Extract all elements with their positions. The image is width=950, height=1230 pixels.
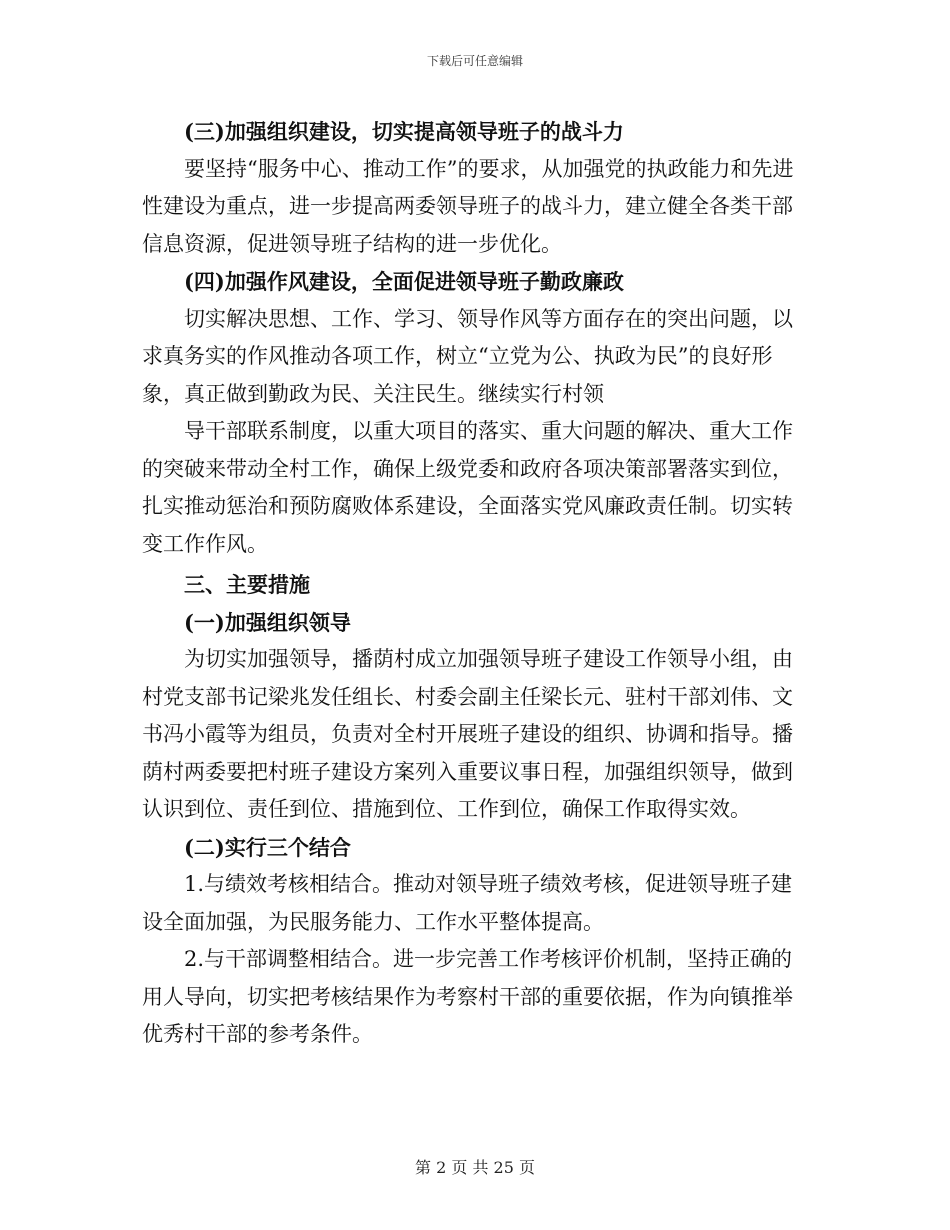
list-item: 1.与绩效考核相结合。推动对领导班子绩效考核，促进领导班子建设全面加强，为民服务能力、工作水平整体提高。 xyxy=(142,872,793,934)
paragraph: 切实解决思想、工作、学习、领导作风等方面存在的突出问题，以求真务实的作风推动各项工作，树立“立党为公、执政为民”的良好形象，真正做到勤政为民、关注民生。继续实行村领 xyxy=(142,306,793,406)
paragraph: 要坚持“服务中心、推动工作”的要求，从加强党的执政能力和先进性建设为重点，进一步提高两委领导班子的战斗力，建立健全各类干部信息资源，促进领导班子结构的进一步优化。 xyxy=(142,156,794,256)
section-heading-3: (三)加强组织建设，切实提高领导班子的战斗力 xyxy=(184,119,624,144)
document-body xyxy=(142,113,812,1054)
page-header: 下载后可任意编辑 xyxy=(426,54,523,68)
subsection-heading-1: (一)加强组织领导 xyxy=(184,609,351,635)
section-heading-4: (四)加强作风建设，全面促进领导班子勤政廉政 xyxy=(184,269,624,294)
list-item: 2.与干部调整相结合。进一步完善工作考核评价机制，坚持正确的用人导向，切实把考核结果作为考察村干部的重要依据，作为向镇推举优秀村干部的参考条件。 xyxy=(142,947,793,1046)
paragraph: 为切实加强领导，播荫村成立加强领导班子建设工作领导小组，由村党支部书记梁兆发任组长、村委会副主任梁长元、驻村干部刘伟、文书冯小霞等为组员，负责对全村开展班子建设的组织、协调和指导。播荫村两委要把村班子建设方案列入重要议事日程，加强组织领导，做到认识到位、责任到位、措施到位、工作到位，确保工作取得实效。 xyxy=(142,647,793,821)
main-heading-measures: 三、主要措施 xyxy=(184,572,310,597)
page-number: 第 2 页 共 25 页 xyxy=(415,1158,535,1177)
subsection-heading-2: (二)实行三个结合 xyxy=(184,834,351,860)
paragraph: 导干部联系制度，以重大项目的落实、重大问题的解决、重大工作的突破来带动全村工作，确保上级党委和政府各项决策部署落实到位，扎实推动惩治和预防腐败体系建设，全面落实党风廉政责任制。切实转变工作作风。 xyxy=(142,419,793,556)
